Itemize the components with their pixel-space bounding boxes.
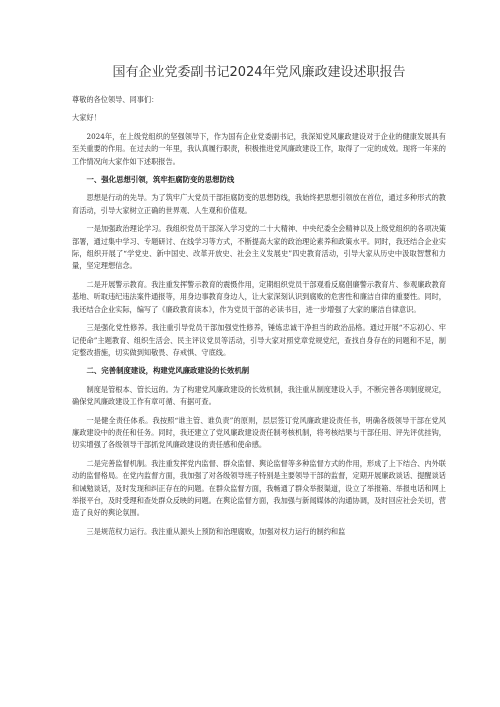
section2-paragraph-1: 制度是管根本、管长远的。为了构建党风廉政建设的长效机制，我注重从制度建设入手，不断完善各项制度规定，确保党风廉政建设工作有章可循、有据可查。 (72, 384, 446, 407)
section1-paragraph-1: 思想是行动的先导。为了筑牢广大党员干部拒腐防变的思想防线，我始终把思想引领放在首位，通过多种形式的教育活动，引导大家树立正确的世界观、人生观和价值观。 (72, 193, 446, 215)
section1-paragraph-2: 一是加强政治理论学习。我组织党员干部深入学习党的二十大精神、中央纪委全会精神以及上级党组织的各项决策部署，通过集中学习、专题研讨、在线学习等方式，不断提高大家的政治理论素养和政策水平。同时，我还结合企业实际，组织开展了“学党史、新中国史、改革开放史、社会主义发展史”四史教育活动，引导大家从历史中汲取智慧和力量，坚定理想信念。 (72, 224, 446, 271)
document-title: 国有企业党委副书记2024年党风廉政建设述职报告 (112, 65, 406, 80)
greeting: 大家好！ (72, 113, 101, 123)
section-heading-1: 一、强化思想引领，筑牢拒腐防变的思想防线 (86, 175, 235, 185)
section2-paragraph-2: 一是健全责任体系。我按照“谁主管、谁负责”的原则，层层签订党风廉政建设责任书，明确各级领导干部在党风廉政建设中的责任和任务。同时，我还建立了党风廉政建设责任制考核机制，将考核结果与干部任用、评先评优挂钩，切实增强了各级领导干部抓党风廉政建设的责任感和使命感。 (72, 415, 446, 450)
section1-paragraph-4: 三是强化党性修养。我注重引导党员干部加强党性修养，锤炼忠诚干净担当的政治品格。通过开展“不忘初心、牢记使命”主题教育、组织生活会、民主评议党员等活动，引导大家对照党章党规党纪，查找自身存在的问题和不足，制定整改措施，切实做到知敬畏、存戒惧、守底线。 (72, 323, 446, 357)
section-heading-2: 二、完善制度建设，构建党风廉政建设的长效机制 (86, 366, 250, 376)
section1-paragraph-3: 二是开展警示教育。我注重发挥警示教育的震慑作用，定期组织党员干部观看反腐倡廉警示教育片、参观廉政教育基地、听取违纪违法案件通报等，用身边事教育身边人，让大家深刻认识到腐败的危害性和廉洁自律的重要性。同时，我还结合企业实际，编写了《廉政教育读本》，作为党员干部的必读书目，进一步增强了大家的廉洁自律意识。 (72, 279, 446, 314)
section2-paragraph-3: 二是完善监督机制。我注重发挥党内监督、群众监督、舆论监督等多种监督方式的作用，形成了上下结合、内外联动的监督格局。在党内监督方面，我加强了对各级领导班子特别是主要领导干部的监督，定期开展廉政谈话、提醒谈话和诫勉谈话，及时发现和纠正存在的问题。在群众监督方面，我畅通了群众举报渠道，设立了举报箱、举报电话和网上举报平台，及时受理和查处群众反映的问题。在舆论监督方面，我加强与新闻媒体的沟通协调，及时回应社会关切，营造了良好的舆论氛围。 (72, 458, 446, 518)
intro-paragraph: 2024年，在上级党组织的坚强领导下，作为国有企业党委副书记，我深知党风廉政建设对于企业的健康发展具有至关重要的作用。在过去的一年里，我认真履行职责，积极推进党风廉政建设工作，取得了一定的成效。现将一年来的工作情况向大家作如下述职报告。 (72, 131, 446, 166)
section2-paragraph-4: 三是规范权力运行。我注重从源头上预防和治理腐败，加强对权力运行的制约和监 (86, 526, 346, 536)
salutation: 尊敬的各位领导、同事们： (72, 95, 159, 104)
